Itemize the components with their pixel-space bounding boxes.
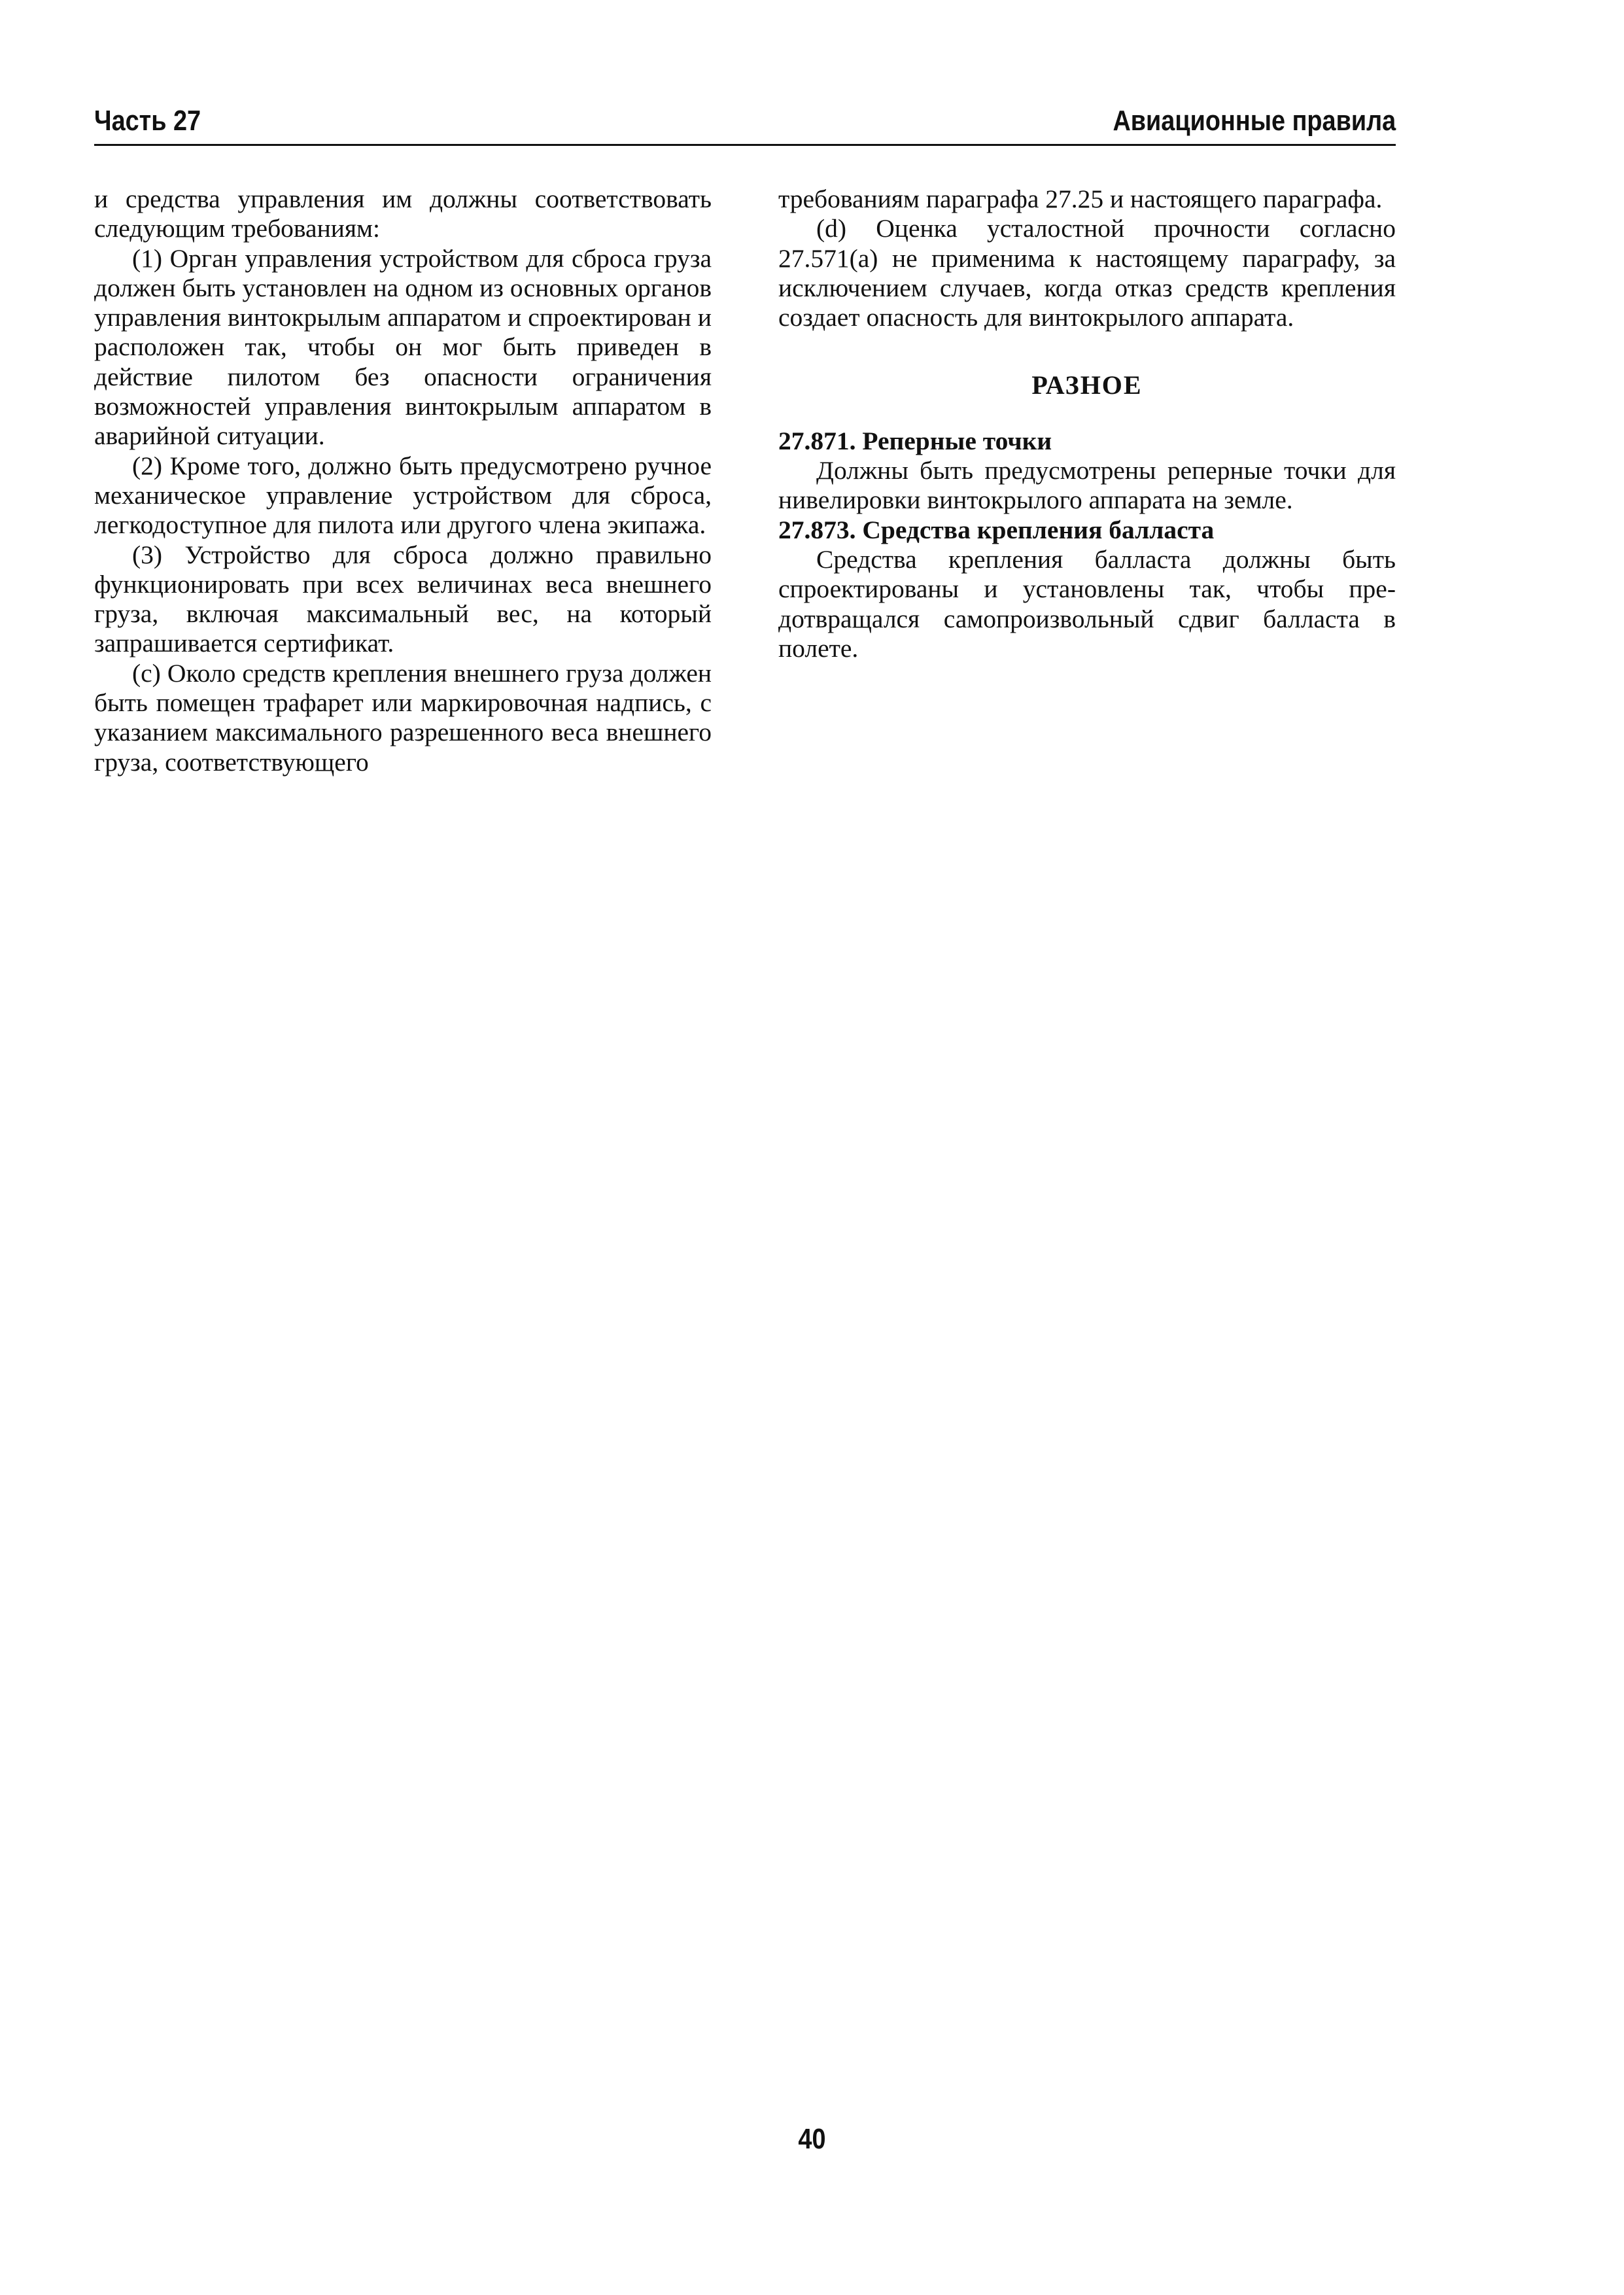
paragraph-item-3: (3) Устройство для сброса должно правильно функционировать при всех величинах веса внешнего груза, включая максимальный вес, на который запрашивается сертификат. xyxy=(94,540,712,658)
page-number-text: 40 xyxy=(798,2123,826,2155)
paragraph-heading-27-873: 27.873. Средства крепления балласта xyxy=(778,515,1215,544)
paragraph-item-c: (c) Около средств крепления внешнего груза должен быть помещен трафарет или маркировочная надпись, с указанием максимального разрешенного веса внешнего груза, соответствующего xyxy=(94,658,712,777)
paragraph-item-d: (d) Оценка усталостной прочности согласно 27.571(a) не применима к настоящему параграфу, за исключением случаев, когда отказ средств крепления создает опасность для винтокрылого аппарата. xyxy=(778,214,1396,332)
left-column xyxy=(94,184,712,777)
paragraph-text-27-871: Должны быть предусмотрены реперные точки для нивелировки винтокрылого аппарата на земле. xyxy=(778,456,1396,515)
paragraph-heading-27-871: 27.871. Реперные точки xyxy=(778,426,1052,455)
header-document-title: Авиационные правила xyxy=(1113,105,1396,137)
paragraph-item-1: (1) Орган управления устройством для сброса груза должен быть установлен на одном из основных органов управления винтокрылым аппаратом и спроектирован и расположен так, чтобы он мог быть приведен в действие пилотом без опасности ограничения возможностей управления винтокрылым аппаратом в аварийной ситуации. xyxy=(94,243,712,451)
header-part-label: Часть 27 xyxy=(94,105,201,137)
paragraph-continuation-right: требованиям параграфа 27.25 и настоящего параграфа. xyxy=(778,184,1383,213)
paragraph-continuation: и средства управления им должны соответствовать следующим требованиям: xyxy=(94,184,712,243)
paragraph-text-27-873: Средства крепления балласта должны быть спроектированы и установлены так, чтобы предотвращался самопроизвольный сдвиг балласта в полете. xyxy=(778,544,1396,663)
right-column xyxy=(778,184,1396,663)
running-header xyxy=(94,99,1396,146)
page-number xyxy=(0,2123,1624,2156)
section-title: РАЗНОЕ xyxy=(1031,370,1143,400)
paragraph-item-2: (2) Кроме того, должно быть предусмотрено ручное механическое управление устройством для сброса, легкодоступное для пилота или другого члена экипажа. xyxy=(94,451,712,540)
